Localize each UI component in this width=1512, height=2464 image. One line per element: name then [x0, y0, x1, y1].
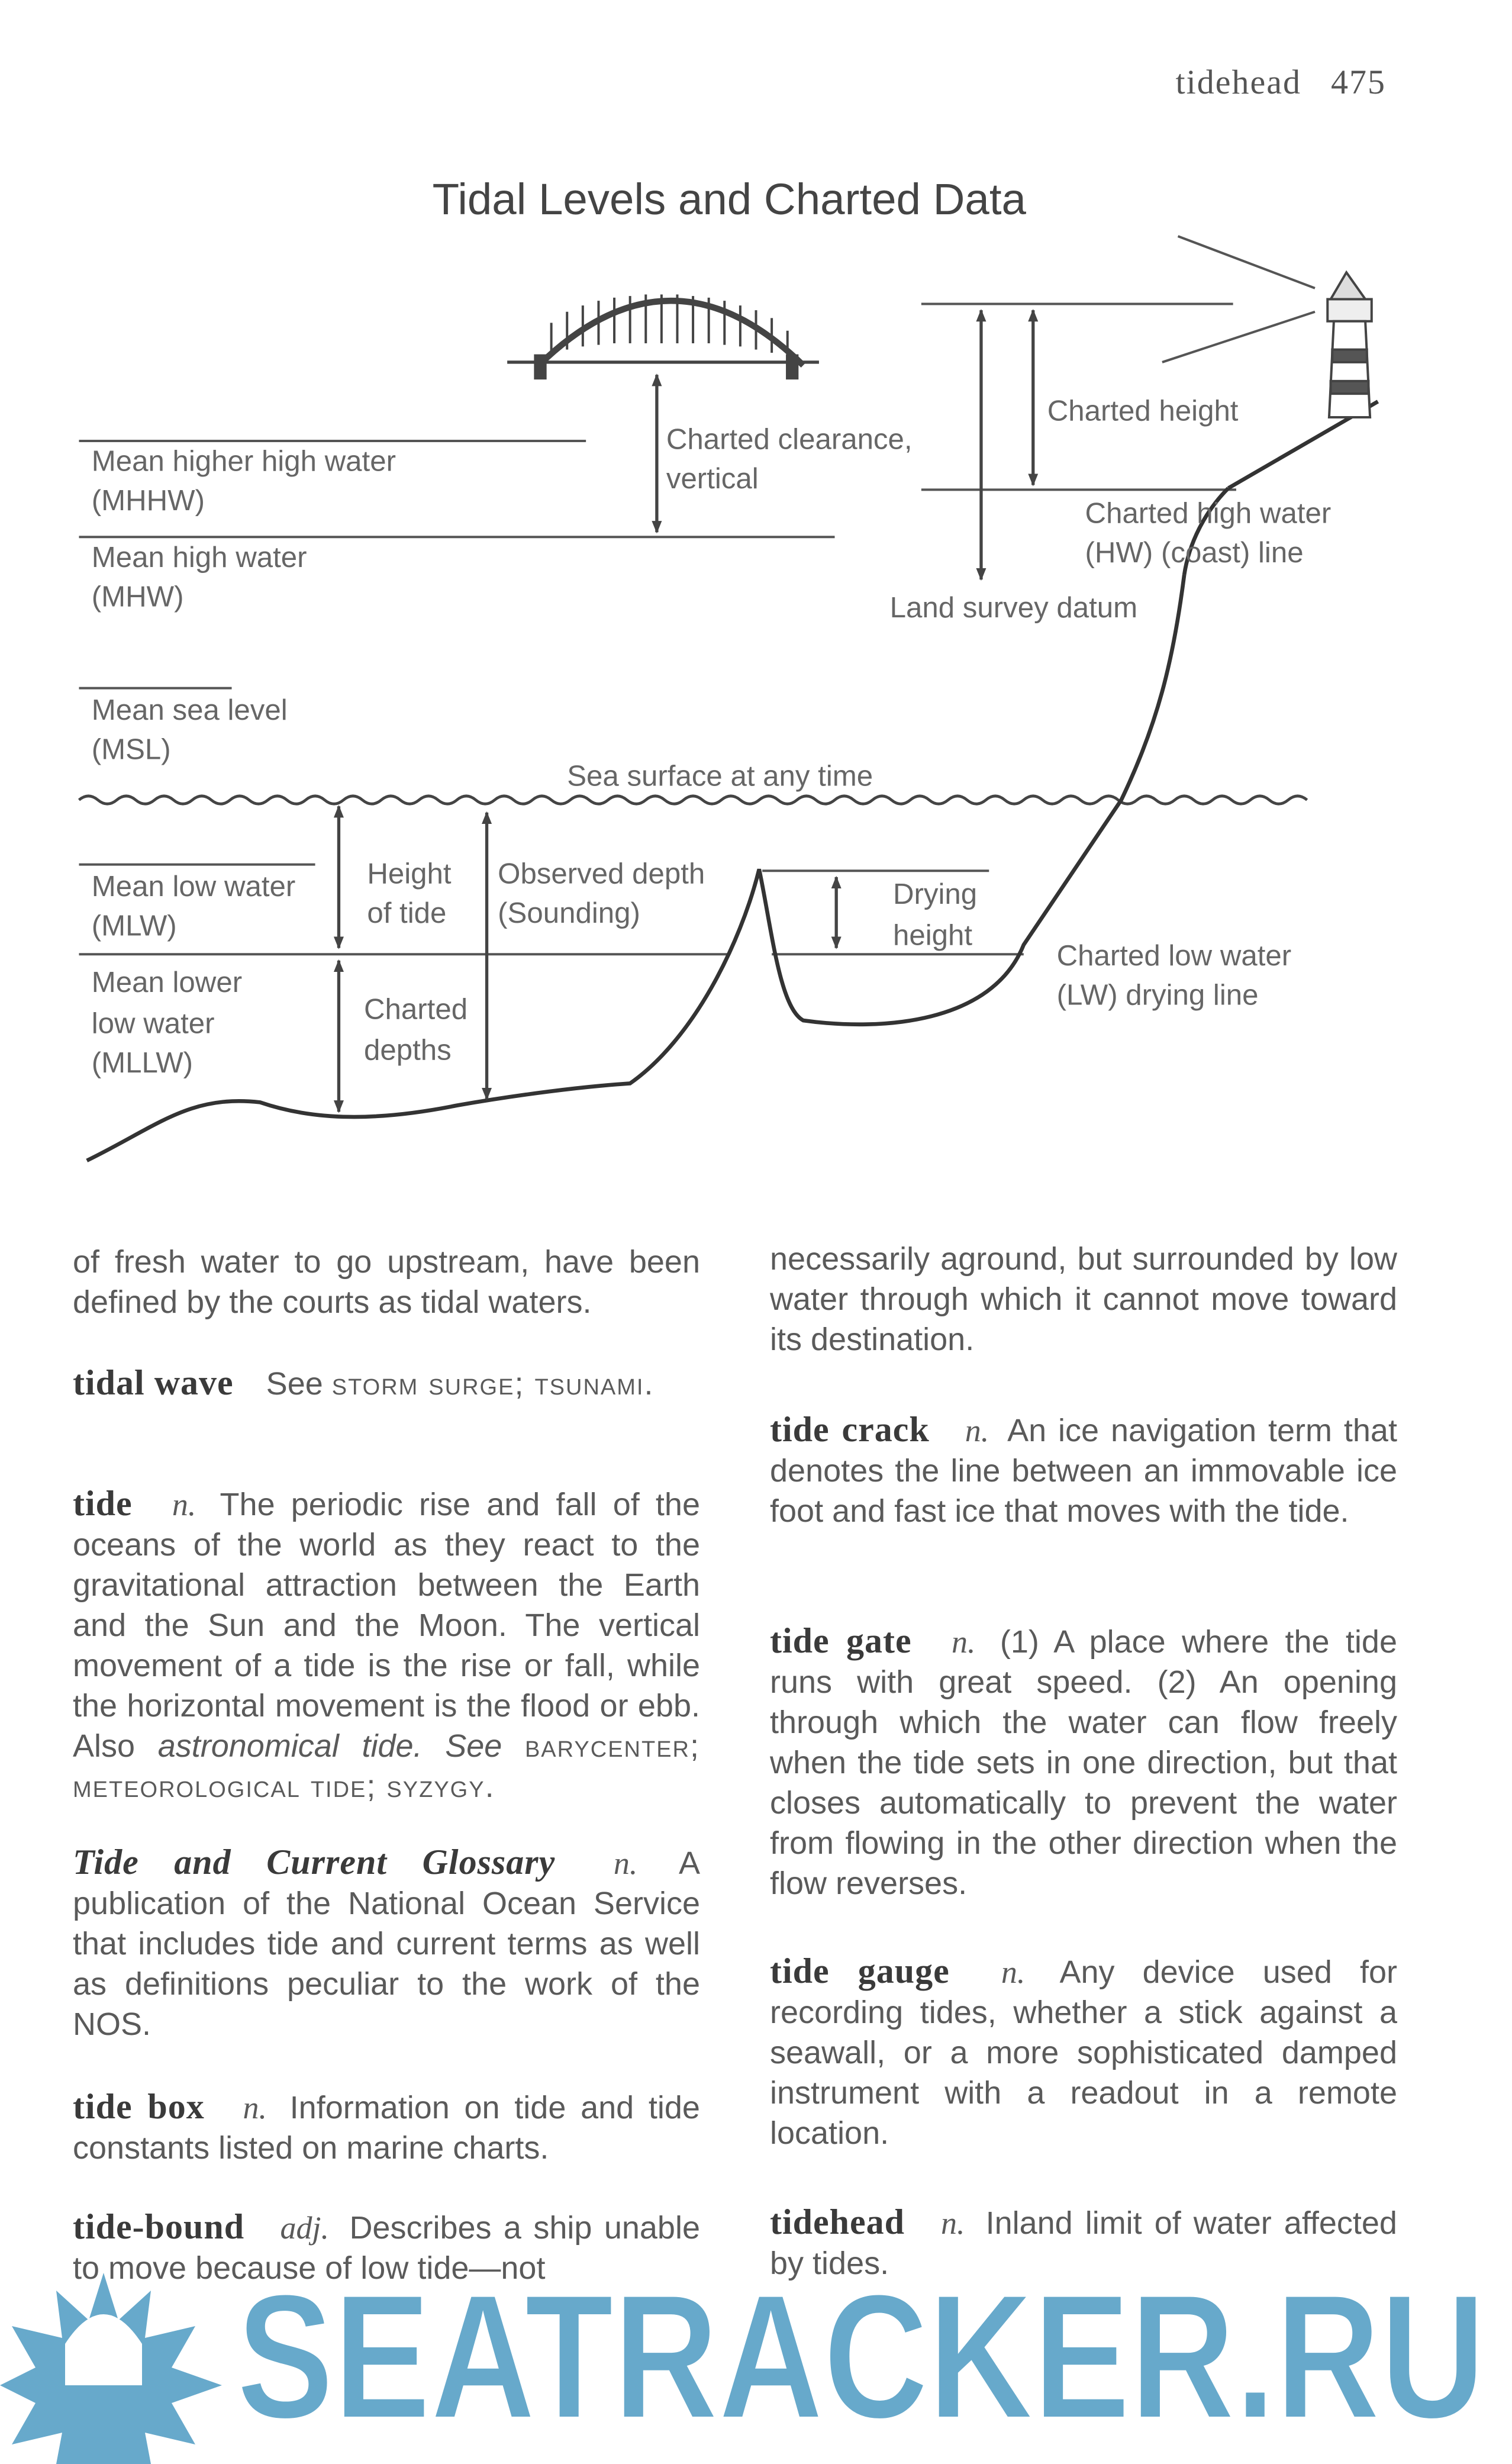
see-label: See [266, 1366, 323, 1402]
label-mlw: Mean low water [91, 869, 296, 903]
entry-tide-current-glossary [73, 1842, 700, 2044]
entry-tide [73, 1483, 700, 1806]
headword: tide [73, 1484, 133, 1523]
label-mhw: Mean high water [91, 540, 307, 574]
label-drying: Drying [892, 878, 978, 911]
tidal-levels-diagram [0, 0, 1512, 1197]
part-of-speech: n. [941, 2205, 965, 2241]
entry-tide-crack [770, 1409, 1397, 1531]
headword: Tide and Current Glossary [73, 1843, 556, 1882]
label-msl-abbr: (MSL) [91, 733, 171, 766]
see-label: See [445, 1728, 502, 1764]
label-charted-height: Charted height [1047, 394, 1239, 427]
label-observed-depth: Observed depth [498, 857, 705, 890]
label-charted-hw: Charted high water [1085, 497, 1332, 530]
figure-title: Tidal Levels and Charted Data [432, 174, 1026, 224]
label-mllw: Mean lower [91, 966, 243, 999]
label-charted-lw: Charted low water [1056, 939, 1292, 972]
entry-tidal-wave [73, 1363, 700, 1404]
headword: tidal wave [73, 1363, 234, 1402]
definition: The periodic rise and fall of the oceans of the world as they react to the gravitational attraction between the Earth and the Sun and the Moon. The vertical movement of a tide is the rise or fall, while the horizontal movement is the flood or ebb. Also [73, 1487, 700, 1764]
entry-continuation-right [770, 1239, 1397, 1360]
label-mllw-abbr: (MLLW) [91, 1046, 194, 1079]
watermark-text: SEATRACKER.RU [237, 2273, 1485, 2456]
label-charted-depths: Charted [364, 993, 468, 1026]
part-of-speech: n. [951, 1624, 976, 1660]
entry-tide-box [73, 2086, 700, 2168]
headword: tide gate [770, 1621, 912, 1660]
headword: tide crack [770, 1410, 930, 1449]
entry-text: necessarily aground, but surrounded by low water through which it cannot move toward its destination. [770, 1241, 1397, 1357]
headword: tide gauge [770, 1951, 950, 1990]
lighthouse-icon [1327, 272, 1371, 417]
label-height-tide-2: of tide [367, 897, 447, 930]
page-number: 475 [1331, 63, 1386, 101]
headword: tide box [73, 2087, 205, 2126]
part-of-speech: n. [613, 1845, 638, 1881]
definition: Inland limit of water affected by tides. [770, 2205, 1397, 2281]
label-charted-lw-2: (LW) drying line [1056, 978, 1259, 1012]
label-clearance-2: vertical [666, 462, 759, 495]
label-height-tide: Height [367, 857, 452, 890]
definition: Information on tide and tide constants listed on marine charts. [73, 2090, 700, 2166]
label-land-survey-datum: Land survey datum [889, 591, 1138, 624]
label-charted-hw-2: (HW) (coast) line [1085, 536, 1304, 569]
definition: A publication of the National Ocean Service that includes tide and current terms as well as definitions peculiar to the work of the NOS. [73, 1845, 700, 2042]
label-msl: Mean sea level [91, 693, 288, 726]
label-clearance: Charted clearance, [666, 423, 913, 456]
running-head-word: tidehead [1175, 63, 1301, 101]
headword: tide-bound [73, 2207, 245, 2246]
part-of-speech: n. [172, 1487, 196, 1522]
label-drying-2: height [892, 919, 973, 952]
entry-text: of fresh water to go upstream, have been defined by the courts as tidal waters. [73, 1244, 700, 1320]
bridge-icon [507, 295, 819, 378]
light-ray [1178, 236, 1315, 288]
label-mlw-abbr: (MLW) [91, 909, 177, 942]
definition: (1) A place where the tide runs with great speed. (2) An opening through which the water can flow freely when the tide sets in one direction, but that closes automatically to prevent the water from flowing in the other direction when the flow reverses. [770, 1624, 1397, 1901]
definition: Any device used for recording tides, whether a stick against a seawall, or a more sophisticated damped instrument with a readout in a remote location. [770, 1954, 1397, 2151]
label-sea-surface: Sea surface at any time [567, 759, 873, 793]
label-mllw-2: low water [91, 1007, 215, 1040]
entry-tidehead [770, 2202, 1397, 2283]
cross-reference: barycenter; meteorological tide; syzygy. [73, 1728, 700, 1804]
label-mhhw-abbr: (MHHW) [91, 484, 205, 517]
cross-reference: storm surge; tsunami. [331, 1366, 655, 1402]
part-of-speech: n. [965, 1413, 989, 1448]
definition: Describes a ship unable to move because of low tide—not [73, 2210, 700, 2286]
definition: An ice navigation term that denotes the line between an immovable ice foot and fast ice that moves with the tide. [770, 1413, 1397, 1529]
part-of-speech: n. [243, 2090, 267, 2125]
label-mhw-abbr: (MHW) [91, 580, 184, 613]
watermark [0, 2273, 1512, 2464]
entry-tide-gate [770, 1621, 1397, 1903]
also-term: astronomical tide. [157, 1728, 423, 1764]
light-ray [1162, 312, 1315, 362]
part-of-speech: n. [1001, 1954, 1026, 1990]
entry-continuation-left [73, 1242, 700, 1322]
label-mhhw: Mean higher high water [91, 445, 396, 478]
label-charted-depths-2: depths [364, 1033, 452, 1067]
sunburst-logo-icon [0, 2273, 222, 2464]
part-of-speech: adj. [280, 2210, 330, 2246]
headword: tidehead [770, 2202, 905, 2241]
entry-tide-gauge [770, 1951, 1397, 2153]
label-sounding: (Sounding) [498, 897, 640, 930]
